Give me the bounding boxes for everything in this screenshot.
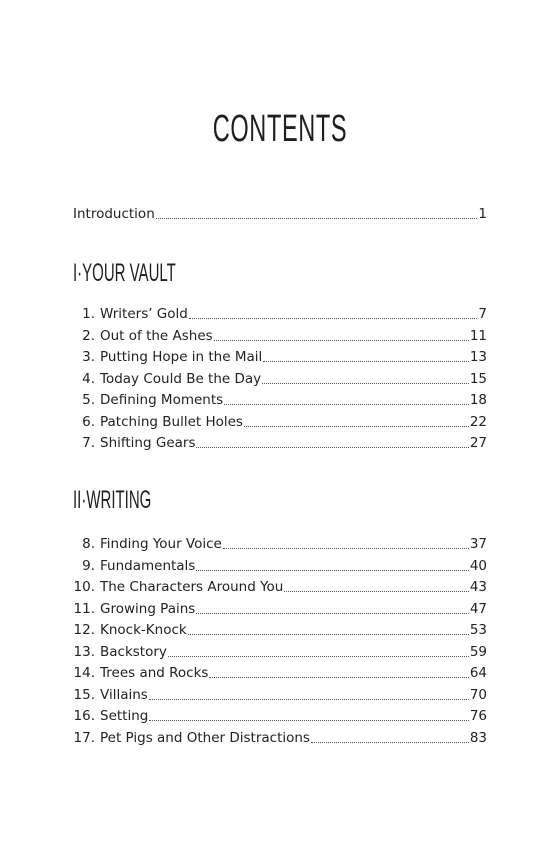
entry-page: 27 (469, 435, 487, 451)
toc-entry[interactable] (73, 597, 487, 617)
chapter-title: Writers’ Gold (100, 306, 188, 322)
dot-leader (196, 603, 468, 614)
entry-page: 40 (469, 557, 487, 574)
toc-entry[interactable] (73, 367, 487, 387)
toc-entry[interactable] (73, 554, 487, 574)
chapter-title: Out of the Ashes (100, 327, 213, 344)
entry-label (73, 328, 213, 344)
dot-leader (168, 646, 469, 657)
entry-page: 15 (469, 370, 487, 387)
toc-entry[interactable] (73, 661, 487, 681)
chapter-title: Fundamentals (100, 557, 196, 574)
chapter-number: 14. (73, 665, 95, 681)
chapter-title: The Characters Around You (100, 579, 284, 595)
dot-leader (263, 351, 469, 362)
entry-page: 1 (478, 206, 487, 222)
entry-label (73, 708, 148, 724)
toc-entry[interactable] (73, 532, 487, 552)
toc-entry-introduction[interactable] (73, 202, 487, 222)
dot-leader (214, 330, 469, 341)
entry-page: 53 (469, 622, 487, 638)
chapter-title: Defining Moments (100, 392, 224, 408)
chapter-number: 6. (82, 413, 95, 430)
entry-label (73, 392, 223, 408)
dot-leader (188, 624, 469, 635)
dot-leader (196, 560, 468, 571)
dot-leader (149, 689, 469, 700)
chapter-title: Villains (100, 686, 148, 703)
entry-page: 37 (469, 536, 487, 552)
chapter-number: 13. (73, 643, 95, 660)
page-title: CONTENTS (212, 108, 348, 150)
toc-entry[interactable] (73, 726, 487, 746)
dot-leader (196, 437, 468, 448)
dot-leader (244, 416, 469, 427)
entry-page: 64 (469, 665, 487, 681)
entry-page: 18 (469, 392, 487, 408)
toc-entry[interactable] (73, 575, 487, 595)
entry-label (73, 601, 195, 617)
dot-leader (224, 394, 469, 405)
toc-entry[interactable] (73, 345, 487, 365)
entry-label (73, 435, 195, 451)
chapter-title: Shifting Gears (100, 435, 196, 451)
entry-page: 11 (469, 327, 487, 344)
entry-label (73, 306, 188, 322)
entry-label (73, 644, 167, 660)
chapter-number: 12. (73, 622, 95, 638)
chapter-number: 11. (73, 600, 95, 617)
entry-label (73, 622, 187, 638)
entry-label (73, 558, 195, 574)
part-heading-1: I·YOUR VAULT (73, 259, 176, 287)
toc-entry[interactable] (73, 324, 487, 344)
entry-page: 7 (478, 306, 487, 322)
entry-page: 59 (469, 643, 487, 660)
dot-leader (189, 308, 478, 319)
toc-entry[interactable] (73, 388, 487, 408)
chapter-number: 5. (82, 392, 95, 408)
entry-page: 43 (469, 579, 487, 595)
entry-label (73, 536, 222, 552)
toc-entry[interactable] (73, 683, 487, 703)
chapter-title: Patching Bullet Holes (100, 413, 243, 430)
entry-label (73, 665, 208, 681)
entry-label (73, 687, 148, 703)
part-heading-2: II·WRITING (73, 486, 152, 514)
chapter-number: 7. (82, 435, 95, 451)
toc-entry[interactable] (73, 302, 487, 322)
entry-page: 83 (469, 729, 487, 746)
dot-leader (149, 710, 468, 721)
entry-label (73, 371, 261, 387)
entry-page: 76 (469, 708, 487, 724)
entry-label (73, 730, 310, 746)
toc-entry[interactable] (73, 431, 487, 451)
chapter-title: Today Could Be the Day (100, 370, 262, 387)
entry-page: 70 (469, 686, 487, 703)
chapter-title: Knock-Knock (100, 622, 187, 638)
chapter-title: Finding Your Voice (100, 536, 222, 552)
chapter-number: 3. (82, 349, 95, 365)
chapter-number: 1. (82, 306, 95, 322)
chapter-title: Putting Hope in the Mail (100, 349, 263, 365)
entry-label (73, 414, 243, 430)
entry-label (73, 349, 262, 365)
toc-entry[interactable] (73, 618, 487, 638)
chapter-number: 2. (82, 327, 95, 344)
chapter-number: 8. (82, 536, 95, 552)
entry-label (73, 579, 283, 595)
entry-page: 22 (469, 413, 487, 430)
chapter-title: Trees and Rocks (100, 665, 209, 681)
chapter-title: Pet Pigs and Other Distractions (100, 729, 310, 746)
dot-leader (156, 208, 478, 219)
entry-page: 13 (469, 349, 487, 365)
chapter-number: 4. (82, 370, 95, 387)
chapter-title: Setting (100, 708, 149, 724)
chapter-number: 16. (73, 708, 95, 724)
chapter-number: 10. (73, 579, 95, 595)
toc-entry[interactable] (73, 640, 487, 660)
chapter-number: 17. (73, 729, 95, 746)
dot-leader (284, 581, 468, 592)
dot-leader (311, 732, 469, 743)
dot-leader (223, 538, 469, 549)
chapter-title: Backstory (100, 643, 167, 660)
entry-label: Introduction (73, 206, 155, 222)
toc-entry[interactable] (73, 410, 487, 430)
chapter-number: 9. (82, 557, 95, 574)
chapter-title: Growing Pains (100, 600, 196, 617)
entry-page: 47 (469, 600, 487, 617)
toc-entry[interactable] (73, 704, 487, 724)
chapter-number: 15. (73, 686, 95, 703)
dot-leader (209, 667, 468, 678)
dot-leader (262, 373, 469, 384)
